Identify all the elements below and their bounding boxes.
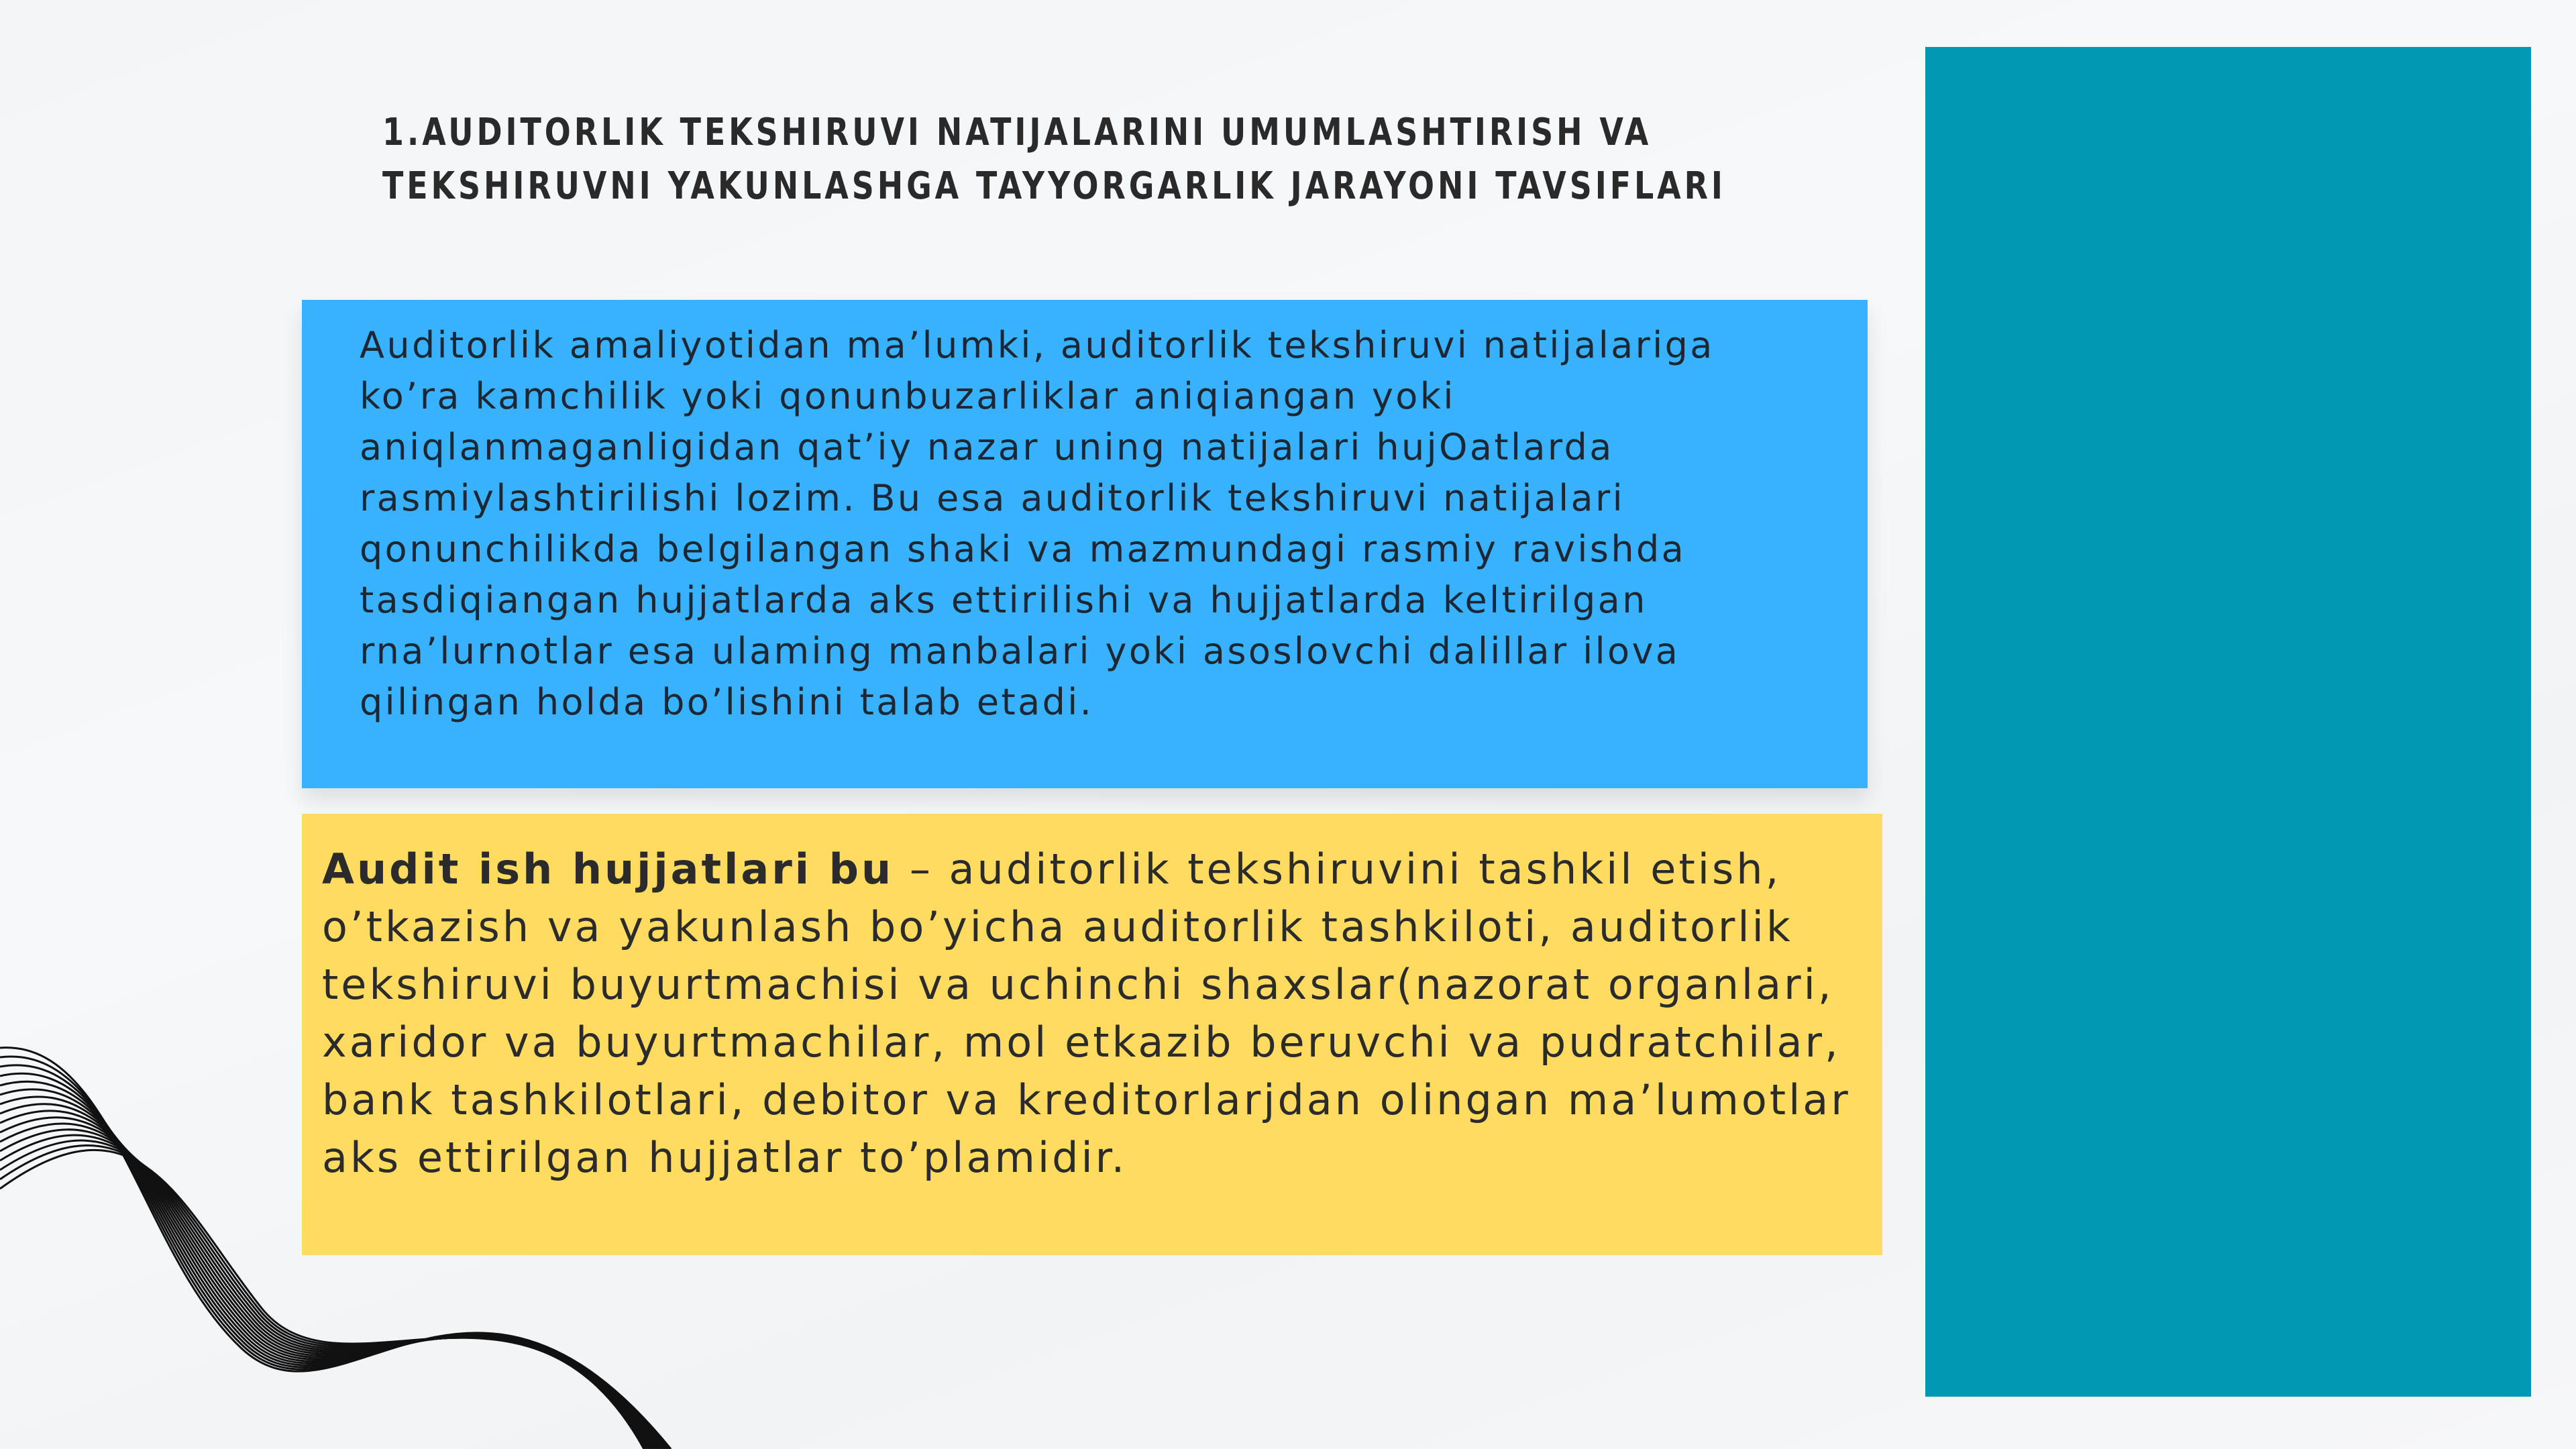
slide-title xyxy=(382,106,1726,213)
wave-line xyxy=(0,1118,655,1449)
yellow-line-4: xaridor va buyurtmachilar, mol etkazib beruvchi va pudratchilar, xyxy=(322,1018,1841,1067)
title-line-2: TEKSHIRUVNI YAKUNLASHGA TAYYORGARLIK JARAYONI TAVSIFLARI xyxy=(382,164,1726,208)
title-line-1: 1.AUDITORLIK TEKSHIRUVI NATIJALARINI UMUMLASHTIRISH VA xyxy=(382,111,1652,154)
wave-line xyxy=(0,1140,647,1449)
blue-text-box xyxy=(302,300,1868,788)
wave-line xyxy=(0,1124,653,1449)
blue-line-6: tasdiqiangan hujjatlarda aks ettirilishi va hujjatlarda keltirilgan xyxy=(360,579,1648,621)
blue-line-4: rasmiylashtirilishi lozim. Bu esa auditorlik tekshiruvi natijalari xyxy=(360,477,1625,519)
wave-line xyxy=(0,1135,649,1449)
blue-line-8: qilingan holda bo’lishini talab etadi. xyxy=(360,681,1094,723)
wave-line xyxy=(0,1104,658,1449)
wave-line xyxy=(0,1150,644,1449)
definition-term: Audit ish hujjatlari bu xyxy=(322,845,894,894)
yellow-line-5: bank tashkilotlari, debitor va kreditorlarjdan olingan ma’lumotlar xyxy=(322,1075,1851,1124)
yellow-line-3: tekshiruvi buyurtmachisi va uchinchi shaxslar(nazorat organlari, xyxy=(322,960,1834,1009)
wave-line xyxy=(0,1048,671,1449)
wave-line xyxy=(0,1145,646,1449)
blue-box-paragraph xyxy=(360,320,1862,728)
wave-line xyxy=(0,1130,651,1449)
blue-line-5: qonunchilikda belgilangan shaki va mazmundagi rasmiy ravishda xyxy=(360,528,1686,570)
wave-lines-graphic xyxy=(0,1033,698,1449)
blue-line-1: Auditorlik amaliyotidan ma’lumki, auditorlik tekshiruvi natijalariga xyxy=(360,324,1715,366)
blue-line-2: ko’ra kamchilik yoki qonunbuzarliklar aniqiangan yoki xyxy=(360,375,1456,417)
yellow-line-1 xyxy=(322,841,1878,898)
blue-line-7: rna’lurnotlar esa ulaming manbalari yoki asoslovchi dalillar ilova xyxy=(360,630,1680,672)
teal-side-panel xyxy=(1925,47,2531,1397)
definition-start: – auditorlik tekshiruvini tashkil etish, xyxy=(894,845,1782,894)
yellow-line-2: o’tkazish va yakunlash bo’yicha auditorlik tashkiloti, auditorlik xyxy=(322,902,1793,951)
blue-line-3: aniqlanmaganligidan qat’iy nazar uning natijalari hujOatlarda xyxy=(360,426,1614,468)
yellow-line-6: aks ettirilgan hujjatlar to’plamidir. xyxy=(322,1133,1128,1182)
wave-line xyxy=(0,1081,663,1449)
wave-line xyxy=(0,1111,657,1449)
